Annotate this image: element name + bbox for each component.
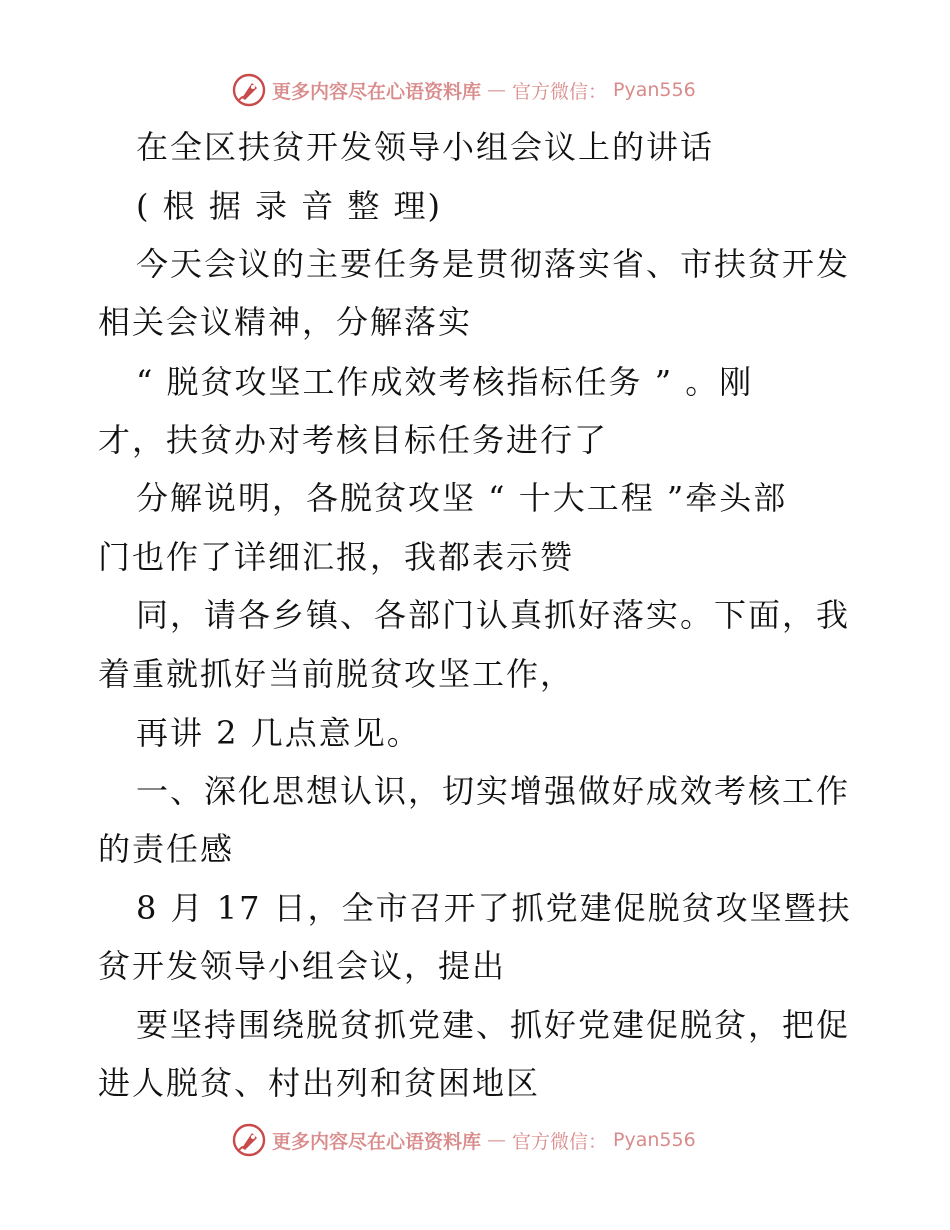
paragraph-line: 分解说明，各脱贫攻坚 “ 十大工程 ”牵头部 [136, 479, 788, 517]
paragraph-line: 门也作了详细汇报，我都表示赞 [98, 538, 575, 576]
header-watermark [232, 72, 696, 108]
footer-watermark [232, 1122, 696, 1158]
watermark-wechat-label: 官方微信： [512, 80, 608, 103]
paragraph-line: 要坚持围绕脱贫抓党建、抓好党建促脱贫，把促 [136, 1006, 851, 1044]
section-heading-continued: 的责任感 [98, 830, 235, 868]
pen-nib-logo-icon [232, 73, 266, 107]
paragraph-line: 8 月 17 日，全市召开了抓党建促脱贫攻坚暨扶 [136, 889, 852, 927]
watermark-dash: — [487, 1129, 507, 1151]
document-title: 在全区扶贫开发领导小组会议上的讲话 [136, 128, 715, 166]
paragraph-line: 再讲 2 几点意见。 [136, 714, 421, 752]
paragraph-line: 今天会议的主要任务是贯彻落实省、市扶贫开发 [136, 245, 851, 283]
paragraph-line: 进人脱贫、村出列和贫困地区 [98, 1064, 541, 1102]
watermark-dash: — [487, 79, 507, 101]
watermark-wechat-id: Pyan556 [613, 79, 696, 101]
watermark-text: 更多内容尽在心语资料库 [272, 1130, 482, 1153]
watermark-text: 更多内容尽在心语资料库 [272, 80, 482, 103]
paragraph-line: “ 脱贫攻坚工作成效考核指标任务 ” 。刚 [136, 363, 754, 401]
section-heading: 一、深化思想认识，切实增强做好成效考核工作 [136, 772, 851, 810]
paragraph-line: 贫开发领导小组会议，提出 [98, 947, 507, 985]
watermark-wechat-id: Pyan556 [613, 1129, 696, 1151]
paragraph-line: 同，请各乡镇、各部门认真抓好落实。下面，我 [136, 596, 851, 634]
paragraph-line: 相关会议精神，分解落实 [98, 303, 473, 341]
paragraph-line: 才，扶贫办对考核目标任务进行了 [98, 421, 609, 459]
paragraph-line: 着重就抓好当前脱贫攻坚工作， [98, 655, 575, 693]
pen-nib-logo-icon [232, 1123, 266, 1157]
document-subtitle: ( 根 据 录 音 整 理) [136, 187, 443, 225]
watermark-wechat-label: 官方微信： [512, 1130, 608, 1153]
